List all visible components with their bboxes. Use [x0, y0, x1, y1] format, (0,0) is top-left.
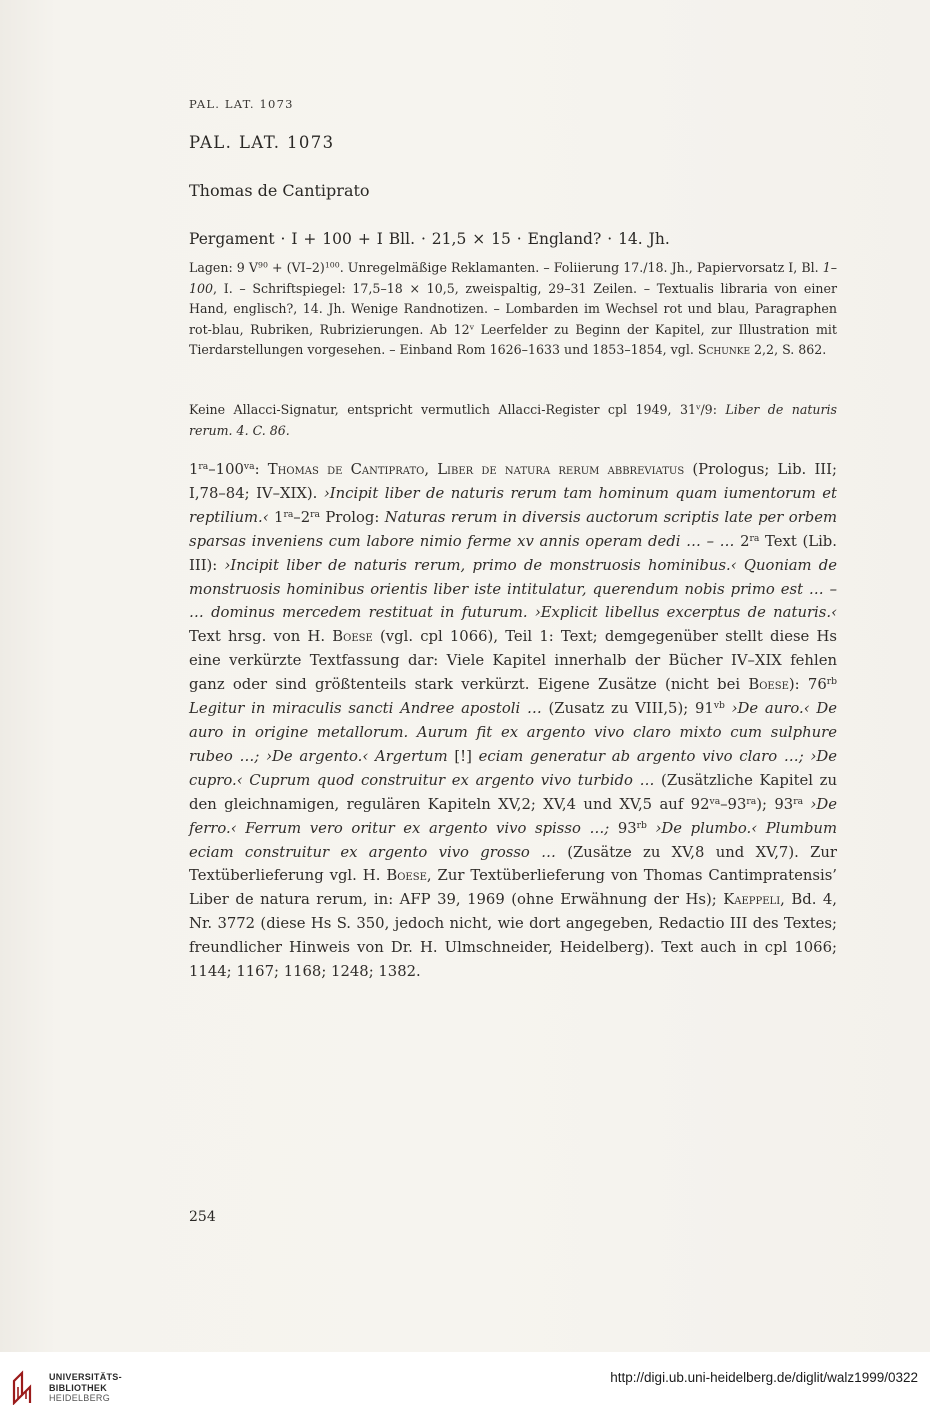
footer-bar — [0, 1352, 930, 1425]
text-incipit: ›Incipit liber de naturis rerum, primo de monstruosis hominibus.‹ Quoniam de monstruosis hominibus orientis liber iste intitulatur, querendum nobis primo est … – … dominus mercedem restituat in futurum. ›Explicit libellus excerptus de naturis.‹ — [189, 556, 837, 622]
text-run: 2 — [740, 532, 750, 550]
text-run: (Zusätzliche Kapitel zu den gleichnamigen, regulären Kapiteln XV,2; XV,4 und XV,5 auf 92 — [189, 771, 838, 813]
superscript: vb — [713, 700, 725, 712]
lagen-label: Lagen: 9 V — [189, 260, 258, 275]
text-run — [725, 700, 732, 717]
text-run: [!] — [447, 747, 479, 765]
text-run: 1 — [268, 508, 284, 526]
superscript: ra — [746, 795, 757, 807]
author-heading: Thomas de Cantiprato — [189, 181, 370, 200]
text-run: (Zusätze zu XV,8 und XV,7). Zur Textüberlieferung vgl. H. — [189, 843, 837, 885]
superscript: ra — [283, 508, 294, 520]
superscript: ra — [793, 795, 804, 807]
superscript: 100 — [324, 260, 340, 270]
superscript: ra — [198, 460, 209, 472]
work-title: Thomas de Cantiprato, Liber de natura rerum abbreviatus — [267, 461, 685, 478]
library-logo-icon — [10, 1369, 36, 1405]
library-name-line: HEIDELBERG — [49, 1393, 111, 1403]
reference-author: Boese — [332, 628, 373, 646]
reference-author: Boese — [748, 676, 789, 694]
text-run: , I. – Schriftspiegel: 17,5–18 × 10,5, zweispaltig, 29–31 Zeilen. – Textualis libraria von einer Hand, englisch?, 14. Jh. Wenige Randnotizen. – Lombarden im Wechsel rot und blau, Paragraphen rot-blau, Rubriken, Rubrizierungen. Ab 12 — [189, 280, 837, 337]
superscript: v — [696, 402, 701, 412]
running-head: PAL. LAT. 1073 — [189, 97, 294, 111]
text-run: –100 — [208, 461, 244, 478]
text-run: Prolog: — [319, 508, 385, 526]
physical-description — [189, 258, 837, 361]
text-run: –93 — [720, 795, 747, 813]
prolog-text: Naturas rerum in diversis auctorum scriptis late per orbem sparsas inveniens cum labore nimio ferme xv annis operam dedi … – … — [189, 508, 837, 550]
text-run: . Unregelmäßige Reklamanten. – Foliierung 17./18. Jh., Papiervorsatz I, Bl. — [339, 260, 823, 275]
text-run: , Bd. 4, Nr. 3772 (diese Hs S. 350, jedoch nicht, wie dort angegeben, Redactio III des Textes; freundlicher Hinweis von Dr. H. Ulmschneider, Heidelberg). Text auch in cpl 1066; 1144; 1167; 1168; 1248; 1382. — [189, 891, 838, 981]
text-run: (vgl. cpl 1066), Teil 1: Text; demgegenüber stellt diese Hs eine verkürzte Textfassung dar: Viele Kapitel innerhalb der Bücher IV–XIX fehlen ganz oder sind größtenteils stark verkürzt. Eigene Zusätze (nicht bei — [189, 628, 837, 694]
superscript: va — [709, 795, 721, 807]
shelfmark-heading: PAL. LAT. 1073 — [189, 133, 335, 152]
folio-range: 1–100 — [189, 260, 837, 296]
allacci-note — [189, 400, 837, 441]
library-name-line: UNIVERSITÄTS- — [49, 1372, 122, 1382]
addition-text: eciam generatur ab argento vivo claro …; ›De cupro.‹ Cuprum quod construitur ex argento vivo turbido … — [189, 747, 837, 789]
permalink-url[interactable]: http://digi.ub.uni-heidelberg.de/diglit/walz1999/0322 — [610, 1370, 918, 1385]
content-description — [189, 458, 837, 984]
text-run: + (VI–2) — [267, 260, 325, 275]
text-run — [647, 820, 656, 837]
incipit: ›Incipit liber de naturis rerum tam hominum quam iumentorum et reptilium.‹ — [189, 484, 837, 526]
text-run: 93 — [609, 819, 637, 837]
superscript: v — [469, 322, 475, 332]
reference-author: Kaeppeli — [723, 891, 781, 909]
superscript: rb — [826, 676, 837, 688]
addition-text: ›De auro.‹ De auro in origine metallorum. Aurum fit ex argento vivo claro mixto cum sulphure rubeo …; ›De argento.‹ Argertum — [189, 700, 837, 765]
superscript: ra — [310, 508, 320, 520]
library-name-line: BIBLIOTHEK — [49, 1382, 107, 1393]
text-run: 2,2, S. 862. — [750, 342, 827, 358]
text-run: , Zur Textüberlieferung von Thomas Cantimpratensis’ Liber de natura rerum, in: AFP 39, 1969 (ohne Erwähnung der Hs); — [189, 867, 837, 909]
text-run: Keine Allacci-Signatur, entspricht vermutlich Allacci-Register cpl 1949, 31 — [189, 402, 697, 417]
library-name — [49, 1372, 122, 1404]
superscript: 90 — [257, 260, 268, 270]
text-run: Text hrsg. von H. — [189, 628, 333, 646]
reference-author: Schunke — [697, 342, 751, 358]
text-run: (Zusatz zu VIII,5); 91 — [541, 700, 714, 718]
addition-text: Legitur in miraculis sancti Andree apostoli … — [189, 700, 542, 718]
text-run: Text (Lib. III): — [189, 532, 837, 574]
superscript: rb — [636, 819, 647, 831]
allacci-title: Liber de naturis rerum. 4. C. 86. — [189, 402, 838, 438]
manuscript-summary: Pergament · I + 100 + I Bll. · 21,5 × 15 · England? · 14. Jh. — [189, 230, 670, 248]
page-number: 254 — [189, 1209, 216, 1225]
text-run: (Prologus; Lib. III; I,78–84; IV–XIX). — [189, 461, 837, 502]
text-run: –2 — [293, 508, 311, 526]
addition-text: ›De ferro.‹ Ferrum vero oritur ex argento vivo spisso …; — [189, 795, 837, 837]
text-run: ); 93 — [756, 795, 794, 813]
text-run: /9: — [700, 402, 726, 417]
text-run: 1 — [189, 461, 199, 478]
superscript: ra — [749, 532, 760, 544]
text-run: : — [254, 461, 268, 478]
text-run: Leerfelder zu Beginn der Kapitel, zur Illustration mit Tierdarstellungen vorgesehen. – Einband Rom 1626–1633 und 1853–1854, vgl. — [189, 321, 837, 358]
addition-text: ›De plumbo.‹ Plumbum eciam construitur ex argento vivo grosso … — [189, 819, 837, 861]
superscript: va — [243, 460, 255, 472]
reference-author: Boese — [386, 867, 427, 885]
text-run: ): 76 — [788, 676, 827, 694]
